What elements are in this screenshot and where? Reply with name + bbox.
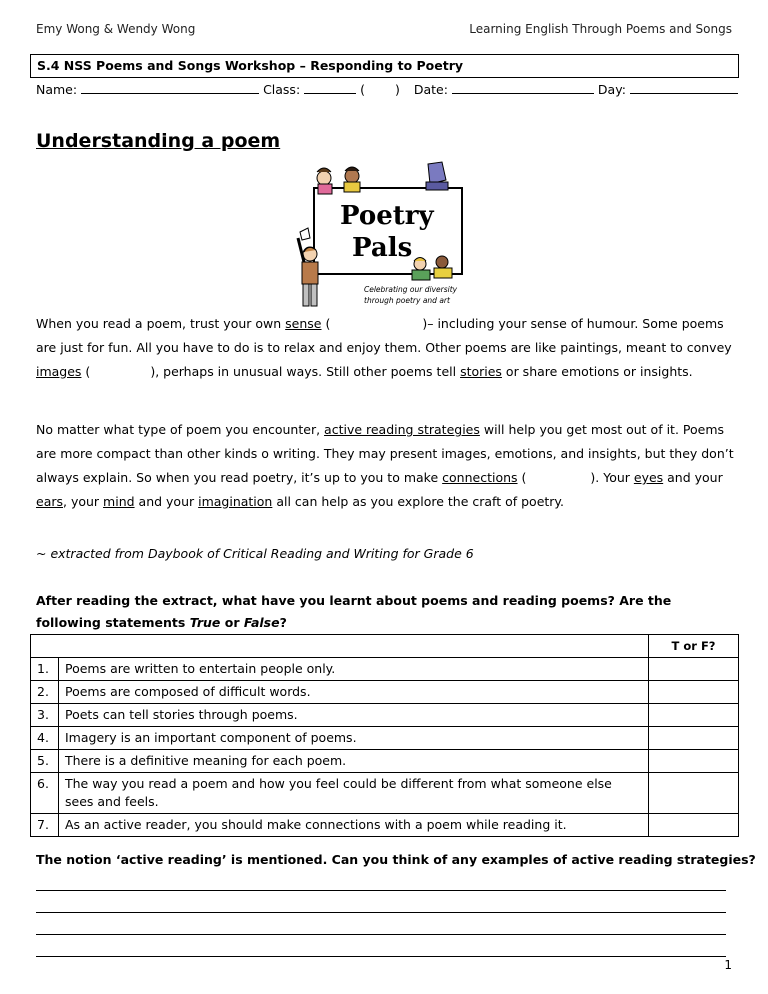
table-header-blank <box>31 635 649 658</box>
table-row <box>31 814 739 837</box>
table-header-row <box>31 635 739 658</box>
paragraph-text: ( <box>321 316 331 331</box>
row-number: 4. <box>31 727 59 750</box>
row-number: 2. <box>31 681 59 704</box>
logo-caption-line2: through poetry and art <box>364 296 450 305</box>
table-row <box>31 658 739 681</box>
question-text: ? <box>279 615 287 630</box>
page-number: 1 <box>724 958 732 972</box>
logo-kid-middle <box>344 167 360 192</box>
row-statement: Poets can tell stories through poems. <box>59 704 649 727</box>
name-label: Name: <box>36 82 78 97</box>
workshop-title: S.4 NSS Poems and Songs Workshop – Responding to Poetry <box>37 58 464 73</box>
logo-kid-left <box>317 168 332 194</box>
page-title: Understanding a poem <box>36 130 281 152</box>
answer-cell[interactable] <box>649 704 739 727</box>
answer-cell[interactable] <box>649 727 739 750</box>
table-row <box>31 773 739 814</box>
row-number: 3. <box>31 704 59 727</box>
paragraph-text: )– including your sense of humour. Some poems are just for fun. All you have to do is to relax and enjoy them. Other poems are like paintings, meant to convey <box>36 316 732 355</box>
paragraph-text: will help you get most out of it. Poems are more compact than other kinds o writing. They may present images, emotions, and insights, but they don’t always explain. So when you read poetry, it’s up to you to make <box>36 422 734 485</box>
paragraph-text: , your <box>63 494 104 509</box>
keyword-stories: stories <box>460 364 502 379</box>
table-row <box>31 681 739 704</box>
paragraph-text: ( <box>81 364 91 379</box>
keyword-ears: ears <box>36 494 64 509</box>
logo-word-poetry: Poetry <box>340 201 434 231</box>
answer-line[interactable] <box>36 934 726 935</box>
keyword-active-reading-strategies: active reading strategies <box>324 422 480 437</box>
class-number-close-paren: ) <box>395 82 400 97</box>
day-field[interactable] <box>630 82 738 94</box>
answer-cell[interactable] <box>649 773 739 814</box>
name-field[interactable] <box>81 82 259 94</box>
class-number-open-paren: ( <box>360 82 366 97</box>
question-true-word: True <box>189 615 221 630</box>
row-statement: Poems are written to entertain people only. <box>59 658 649 681</box>
paragraph-text: No matter what type of poem you encounter, <box>36 422 325 437</box>
answer-cell[interactable] <box>649 750 739 773</box>
paragraph-text: ). Your <box>590 470 634 485</box>
keyword-imagination: imagination <box>198 494 273 509</box>
question-true-false <box>36 590 736 634</box>
class-field[interactable] <box>304 82 356 94</box>
question-active-reading: The notion ‘active reading’ is mentioned. Can you think of any examples of active reading strategies? <box>36 852 756 867</box>
paragraph-text: and your <box>134 494 199 509</box>
paragraph-reading-poems <box>36 312 736 384</box>
true-false-table <box>30 634 739 837</box>
paragraph-text: and your <box>663 470 723 485</box>
paragraph-text: or share emotions or insights. <box>501 364 693 379</box>
student-info-bar <box>36 82 736 97</box>
header-course-title: Learning English Through Poems and Songs <box>469 22 732 36</box>
keyword-sense: sense <box>285 316 322 331</box>
answer-line[interactable] <box>36 912 726 913</box>
keyword-connections: connections <box>442 470 518 485</box>
answer-cell[interactable] <box>649 681 739 704</box>
row-statement: As an active reader, you should make connections with a poem while reading it. <box>59 814 649 837</box>
paragraph-text: ), perhaps in unusual ways. Still other poems tell <box>150 364 461 379</box>
answer-line[interactable] <box>36 890 726 891</box>
table-row <box>31 750 739 773</box>
row-statement: There is a definitive meaning for each poem. <box>59 750 649 773</box>
table-row <box>31 704 739 727</box>
row-number: 6. <box>31 773 59 814</box>
row-number: 7. <box>31 814 59 837</box>
logo-caption-line1: Celebrating our diversity <box>364 285 458 294</box>
source-citation: ~ extracted from Daybook of Critical Reading and Writing for Grade 6 <box>36 546 474 561</box>
class-label: Class: <box>263 82 301 97</box>
question-text: or <box>220 615 244 630</box>
table-row <box>31 727 739 750</box>
paragraph-text: ( <box>517 470 527 485</box>
table-header-t-or-f: T or F? <box>649 635 739 658</box>
row-statement: Imagery is an important component of poems. <box>59 727 649 750</box>
paragraph-text: all can help as you explore the craft of poetry. <box>272 494 565 509</box>
keyword-images: images <box>36 364 82 379</box>
paragraph-active-reading <box>36 418 736 514</box>
question-text: After reading the extract, what have you learnt about poems and reading poems? Are the following statements <box>36 593 672 630</box>
question-false-word: False <box>243 615 280 630</box>
row-number: 5. <box>31 750 59 773</box>
header-author: Emy Wong & Wendy Wong <box>36 22 196 36</box>
day-label: Day: <box>597 82 626 97</box>
date-label: Date: <box>413 82 448 97</box>
poetry-pals-logo <box>290 158 480 312</box>
row-number: 1. <box>31 658 59 681</box>
row-statement: The way you read a poem and how you feel could be different from what someone else sees and feels. <box>59 773 649 814</box>
paragraph-text: When you read a poem, trust your own <box>36 316 286 331</box>
keyword-mind: mind <box>103 494 135 509</box>
date-field[interactable] <box>452 82 594 94</box>
workshop-title-box <box>30 54 739 78</box>
answer-line[interactable] <box>36 956 726 957</box>
answer-cell[interactable] <box>649 658 739 681</box>
keyword-eyes: eyes <box>633 470 664 485</box>
logo-word-pals: Pals <box>352 233 413 263</box>
answer-cell[interactable] <box>649 814 739 837</box>
row-statement: Poems are composed of difficult words. <box>59 681 649 704</box>
logo-kid-right <box>426 162 448 190</box>
